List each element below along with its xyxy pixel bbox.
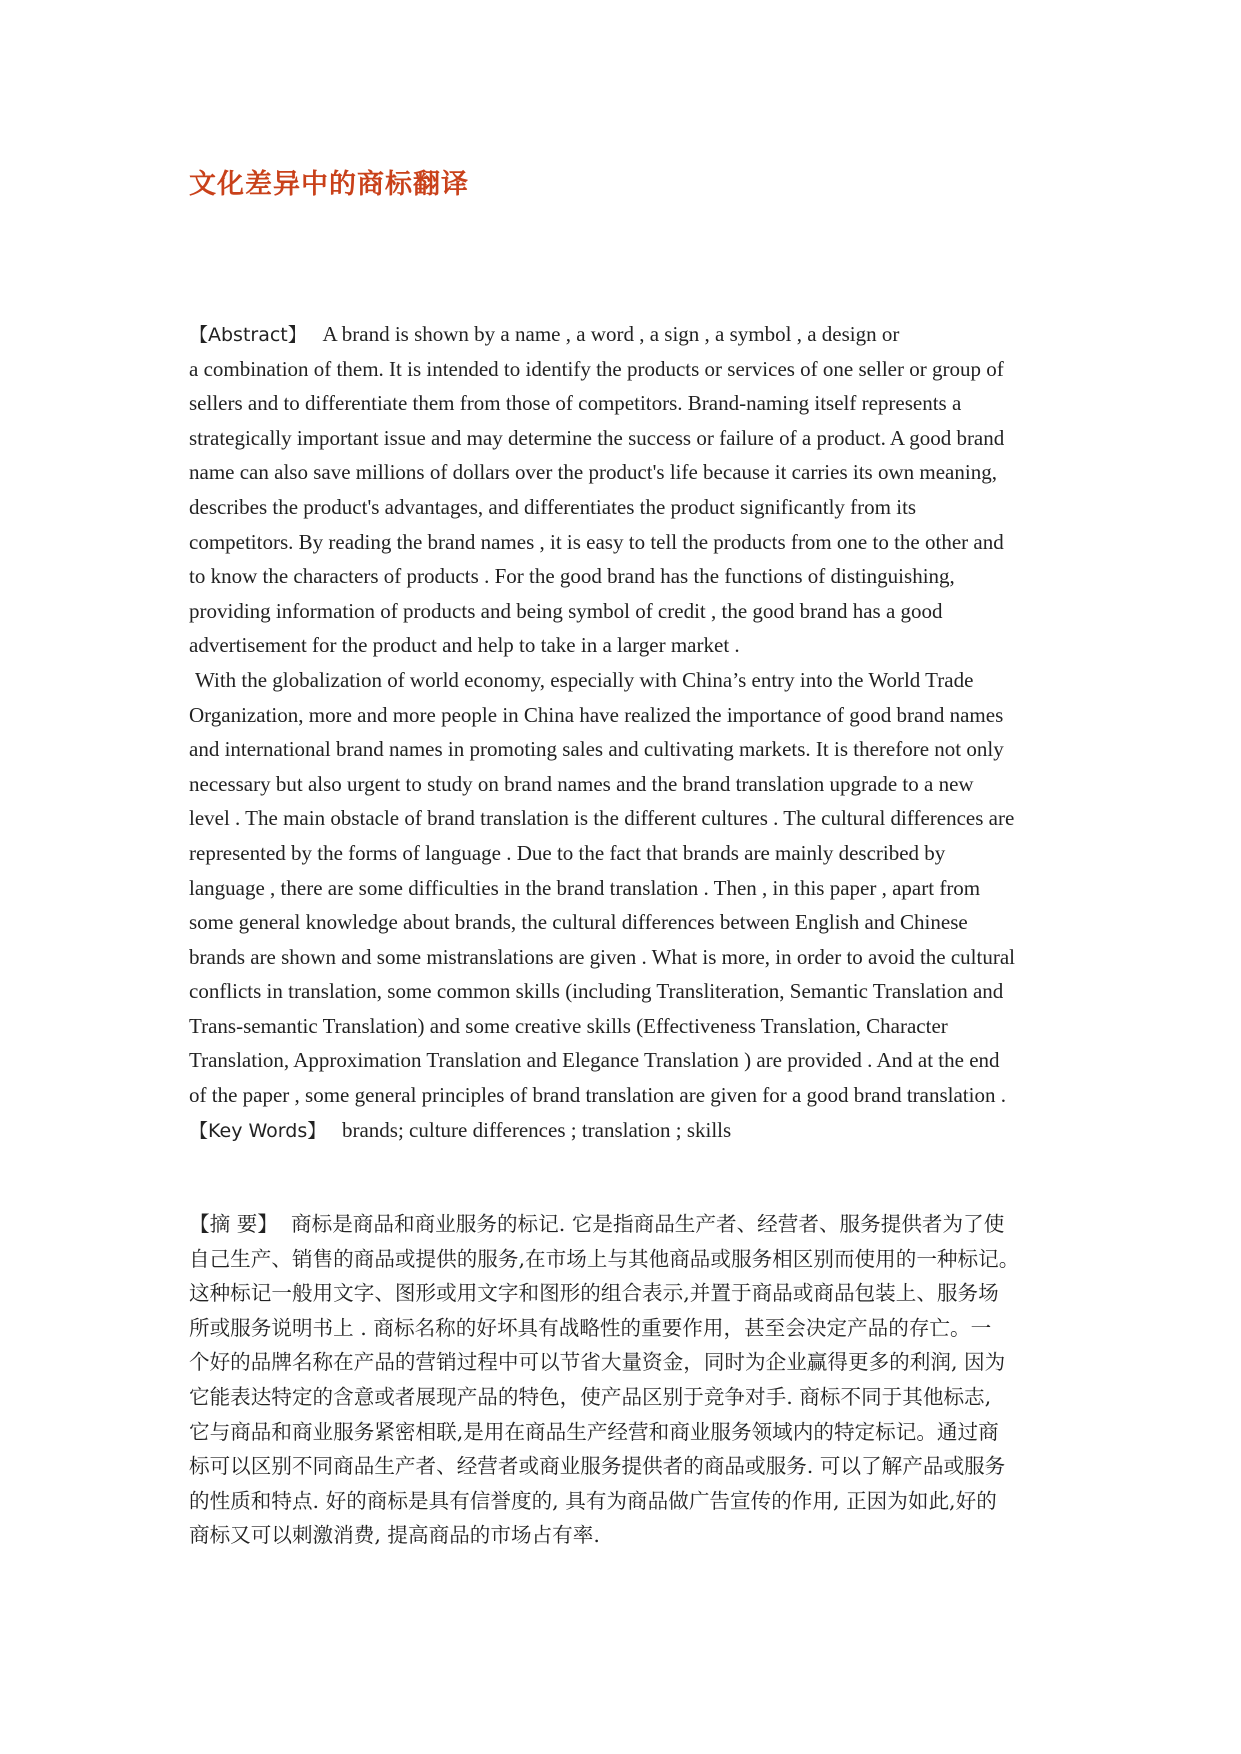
abstract-first-line xyxy=(189,317,1069,352)
abstract-line: conflicts in translation, some common skills (including Transliteration, Semantic Translation and xyxy=(189,979,1004,1004)
zh-abstract-line: 的性质和特点. 好的商标是具有信誉度的, 具有为商品做广告宣传的作用, 正因为如此,好的 xyxy=(189,1488,997,1513)
abstract-line: Organization, more and more people in China have realized the importance of good brand names xyxy=(189,702,1004,727)
zh-abstract-first-line xyxy=(189,1207,1069,1242)
abstract-line: represented by the forms of language . Due to the fact that brands are mainly described by xyxy=(189,840,946,865)
abstract-line: some general knowledge about brands, the cultural differences between English and Chinese xyxy=(189,910,968,935)
abstract-line: Translation, Approximation Translation and Elegance Translation ) are provided . And at the end xyxy=(189,1048,1000,1073)
abstract-line: a combination of them. It is intended to identify the products or services of one seller or group of xyxy=(189,356,1004,381)
abstract-line: to know the characters of products . For the good brand has the functions of distinguishing, xyxy=(189,564,955,589)
zh-abstract-line: 商标又可以刺激消费, 提高商品的市场占有率. xyxy=(189,1523,600,1548)
zh-abstract-label: 【摘 要】 xyxy=(189,1212,278,1236)
abstract-line: language , there are some difficulties in the brand translation . Then , in this paper , apart from xyxy=(189,875,981,900)
keywords-text: brands; culture differences ; translation ; skills xyxy=(341,1117,732,1142)
zh-abstract-line: 这种标记一般用文字、图形或用文字和图形的组合表示,并置于商品或商品包装上、服务场 xyxy=(189,1281,999,1306)
abstract-line: Trans-semantic Translation) and some creative skills (Effectiveness Translation, Character xyxy=(189,1013,948,1038)
abstract-line: brands are shown and some mistranslations are given . What is more, in order to avoid the cultural xyxy=(189,944,1015,969)
abstract-line: and international brand names in promoting sales and cultivating markets. It is therefore not only xyxy=(189,737,1004,762)
zh-abstract-line: 它与商品和商业服务紧密相联,是用在商品生产经营和商业服务领域内的特定标记。通过商 xyxy=(189,1419,999,1444)
english-abstract xyxy=(189,317,1069,1147)
abstract-line: name can also save millions of dollars over the product's life because it carries its own meaning, xyxy=(189,460,997,485)
zh-abstract-line: 个好的品牌名称在产品的营销过程中可以节省大量资金，同时为企业赢得更多的利润, 因为 xyxy=(189,1350,1006,1375)
page-title: 文化差异中的商标翻译 xyxy=(189,169,469,200)
abstract-line: level . The main obstacle of brand translation is the different cultures . The cultural differences are xyxy=(189,806,1015,831)
abstract-line: advertisement for the product and help to take in a larger market . xyxy=(189,633,740,658)
zh-abstract-line: 标可以区别不同商品生产者、经营者或商业服务提供者的商品或服务. 可以了解产品或服务 xyxy=(189,1454,1006,1479)
keywords-line xyxy=(189,1113,1069,1148)
abstract-line: sellers and to differentiate them from those of competitors. Brand-naming itself represents a xyxy=(189,391,962,416)
abstract-line: With the globalization of world economy, especially with China’s entry into the World Trade xyxy=(195,667,974,692)
abstract-label: 【Abstract】 xyxy=(189,324,307,346)
chinese-abstract xyxy=(189,1207,1069,1553)
abstract-line: necessary but also urgent to study on brand names and the brand translation upgrade to a new xyxy=(189,771,974,796)
abstract-line: strategically important issue and may determine the success or failure of a product. A good brand xyxy=(189,425,1005,450)
abstract-line: describes the product's advantages, and differentiates the product significantly from its xyxy=(189,494,917,519)
keywords-label: 【Key Words】 xyxy=(189,1119,327,1142)
zh-abstract-line: 商标是商品和商业服务的标记. 它是指商品生产者、经营者、服务提供者为了使 xyxy=(291,1212,1005,1236)
abstract-line: A brand is shown by a name , a word , a sign , a symbol , a design or xyxy=(322,322,900,346)
zh-abstract-line: 自己生产、销售的商品或提供的服务,在市场上与其他商品或服务相区别而使用的一种标记。 xyxy=(189,1246,1020,1271)
zh-abstract-line: 它能表达特定的含意或者展现产品的特色，使产品区别于竞争对手. 商标不同于其他标志, xyxy=(189,1384,992,1409)
abstract-line: competitors. By reading the brand names , it is easy to tell the products from one to the other and xyxy=(189,529,1004,554)
zh-abstract-line: 所或服务说明书上 . 商标名称的好坏具有战略性的重要作用，甚至会决定产品的存亡。一 xyxy=(189,1315,992,1340)
abstract-line: providing information of products and being symbol of credit , the good brand has a good xyxy=(189,598,943,623)
abstract-line: of the paper , some general principles of brand translation are given for a good brand translation . xyxy=(189,1083,1006,1108)
